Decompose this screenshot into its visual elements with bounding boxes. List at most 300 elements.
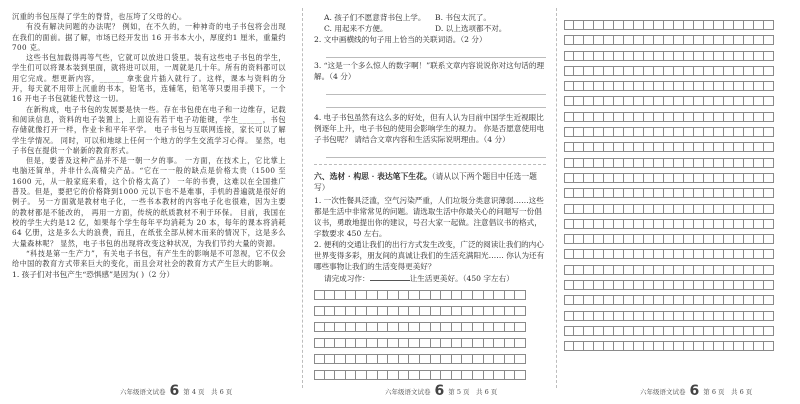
grid-cell[interactable] — [724, 234, 734, 244]
grid-cell[interactable] — [684, 20, 694, 30]
grid-cell[interactable] — [714, 51, 724, 61]
grid-cell[interactable] — [356, 306, 367, 316]
grid-cell[interactable] — [674, 249, 684, 259]
grid-cell[interactable] — [724, 280, 734, 290]
grid-cell[interactable] — [754, 81, 764, 91]
grid-cell[interactable] — [574, 81, 584, 91]
grid-cell[interactable] — [356, 290, 367, 300]
grid-cell[interactable] — [754, 219, 764, 229]
grid-cell[interactable] — [634, 20, 644, 30]
grid-cell[interactable] — [584, 81, 594, 91]
grid-cell[interactable] — [744, 234, 754, 244]
grid-cell[interactable] — [584, 51, 594, 61]
grid-cell[interactable] — [473, 370, 484, 380]
grid-cell[interactable] — [694, 142, 704, 152]
grid-cell[interactable] — [734, 311, 744, 321]
grid-cell[interactable] — [624, 142, 634, 152]
grid-cell[interactable] — [714, 127, 724, 137]
grid-cell[interactable] — [624, 158, 634, 168]
grid-cell[interactable] — [704, 66, 714, 76]
grid-cell[interactable] — [664, 265, 674, 275]
grid-cell[interactable] — [584, 234, 594, 244]
grid-cell[interactable] — [754, 326, 764, 336]
grid-cell[interactable] — [694, 112, 704, 122]
grid-cell[interactable] — [614, 341, 624, 351]
grid-cell[interactable] — [604, 20, 614, 30]
grid-cell[interactable] — [564, 96, 574, 106]
grid-cell[interactable] — [654, 234, 664, 244]
grid-cell[interactable] — [744, 265, 754, 275]
grid-cell[interactable] — [314, 354, 325, 364]
grid-cell[interactable] — [644, 204, 654, 214]
grid-cell[interactable] — [684, 96, 694, 106]
grid-cell[interactable] — [388, 354, 399, 364]
grid-cell[interactable] — [452, 354, 463, 364]
grid-cell[interactable] — [714, 265, 724, 275]
grid-cell[interactable] — [744, 158, 754, 168]
grid-cell[interactable] — [634, 234, 644, 244]
grid-cell[interactable] — [356, 322, 367, 332]
grid-cell[interactable] — [624, 265, 634, 275]
grid-cell[interactable] — [714, 249, 724, 259]
grid-cell[interactable] — [684, 66, 694, 76]
grid-cell[interactable] — [634, 158, 644, 168]
grid-cell[interactable] — [754, 20, 764, 30]
grid-cell[interactable] — [664, 142, 674, 152]
grid-cell[interactable] — [754, 173, 764, 183]
grid-cell[interactable] — [674, 280, 684, 290]
grid-cell[interactable] — [574, 326, 584, 336]
grid-cell[interactable] — [674, 112, 684, 122]
grid-cell[interactable] — [604, 326, 614, 336]
grid-cell[interactable] — [744, 112, 754, 122]
grid-cell[interactable] — [704, 311, 714, 321]
grid-cell[interactable] — [644, 81, 654, 91]
grid-cell[interactable] — [325, 370, 336, 380]
grid-cell[interactable] — [674, 204, 684, 214]
grid-cell[interactable] — [754, 66, 764, 76]
grid-cell[interactable] — [505, 306, 516, 316]
grid-cell[interactable] — [574, 142, 584, 152]
grid-cell[interactable] — [604, 219, 614, 229]
grid-cell[interactable] — [694, 280, 704, 290]
grid-cell[interactable] — [399, 370, 410, 380]
grid-cell[interactable] — [614, 188, 624, 198]
grid-cell[interactable] — [346, 338, 357, 348]
grid-cell[interactable] — [764, 81, 774, 91]
grid-cell[interactable] — [494, 322, 505, 332]
grid-cell[interactable] — [674, 326, 684, 336]
grid-cell[interactable] — [367, 370, 378, 380]
grid-cell[interactable] — [634, 295, 644, 305]
grid-cell[interactable] — [764, 66, 774, 76]
grid-cell[interactable] — [634, 326, 644, 336]
grid-cell[interactable] — [644, 112, 654, 122]
grid-cell[interactable] — [664, 311, 674, 321]
grid-cell[interactable] — [584, 142, 594, 152]
grid-cell[interactable] — [764, 249, 774, 259]
grid-cell[interactable] — [604, 51, 614, 61]
grid-cell[interactable] — [744, 35, 754, 45]
grid-cell[interactable] — [594, 311, 604, 321]
grid-cell[interactable] — [684, 35, 694, 45]
grid-cell[interactable] — [704, 204, 714, 214]
grid-cell[interactable] — [684, 142, 694, 152]
grid-cell[interactable] — [654, 112, 664, 122]
grid-cell[interactable] — [335, 322, 346, 332]
grid-cell[interactable] — [624, 234, 634, 244]
grid-cell[interactable] — [654, 265, 664, 275]
grid-cell[interactable] — [367, 322, 378, 332]
grid-cell[interactable] — [684, 81, 694, 91]
grid-cell[interactable] — [704, 295, 714, 305]
grid-cell[interactable] — [574, 249, 584, 259]
grid-cell[interactable] — [584, 341, 594, 351]
grid-cell[interactable] — [574, 20, 584, 30]
grid-cell[interactable] — [367, 290, 378, 300]
grid-cell[interactable] — [505, 290, 516, 300]
grid-cell[interactable] — [441, 354, 452, 364]
grid-cell[interactable] — [624, 295, 634, 305]
grid-cell[interactable] — [614, 311, 624, 321]
grid-cell[interactable] — [325, 306, 336, 316]
grid-cell[interactable] — [654, 173, 664, 183]
grid-cell[interactable] — [441, 370, 452, 380]
grid-cell[interactable] — [431, 354, 442, 364]
grid-cell[interactable] — [584, 295, 594, 305]
grid-cell[interactable] — [314, 370, 325, 380]
grid-cell[interactable] — [634, 249, 644, 259]
grid-cell[interactable] — [674, 81, 684, 91]
grid-cell[interactable] — [664, 51, 674, 61]
grid-cell[interactable] — [764, 35, 774, 45]
grid-cell[interactable] — [694, 249, 704, 259]
grid-cell[interactable] — [644, 96, 654, 106]
grid-cell[interactable] — [744, 20, 754, 30]
grid-cell[interactable] — [367, 338, 378, 348]
grid-cell[interactable] — [654, 311, 664, 321]
grid-cell[interactable] — [594, 173, 604, 183]
grid-cell[interactable] — [704, 173, 714, 183]
grid-cell[interactable] — [734, 295, 744, 305]
grid-cell[interactable] — [634, 219, 644, 229]
grid-cell[interactable] — [564, 326, 574, 336]
grid-cell[interactable] — [574, 96, 584, 106]
grid-cell[interactable] — [664, 295, 674, 305]
grid-cell[interactable] — [574, 234, 584, 244]
grid-cell[interactable] — [764, 96, 774, 106]
grid-cell[interactable] — [764, 295, 774, 305]
grid-cell[interactable] — [624, 173, 634, 183]
grid-cell[interactable] — [494, 354, 505, 364]
grid-cell[interactable] — [694, 204, 704, 214]
grid-cell[interactable] — [604, 158, 614, 168]
grid-cell[interactable] — [614, 265, 624, 275]
grid-cell[interactable] — [654, 204, 664, 214]
grid-cell[interactable] — [574, 280, 584, 290]
grid-cell[interactable] — [441, 322, 452, 332]
grid-cell[interactable] — [664, 219, 674, 229]
grid-cell[interactable] — [654, 158, 664, 168]
answer-line[interactable] — [326, 97, 546, 108]
grid-cell[interactable] — [744, 96, 754, 106]
grid-cell[interactable] — [378, 354, 389, 364]
grid-cell[interactable] — [654, 142, 664, 152]
grid-cell[interactable] — [574, 219, 584, 229]
grid-cell[interactable] — [634, 51, 644, 61]
grid-cell[interactable] — [664, 81, 674, 91]
grid-cell[interactable] — [584, 265, 594, 275]
grid-cell[interactable] — [604, 96, 614, 106]
grid-cell[interactable] — [594, 81, 604, 91]
writing-grid[interactable] — [314, 290, 546, 380]
grid-cell[interactable] — [584, 112, 594, 122]
grid-cell[interactable] — [399, 322, 410, 332]
grid-cell[interactable] — [594, 326, 604, 336]
grid-cell[interactable] — [574, 112, 584, 122]
grid-cell[interactable] — [473, 306, 484, 316]
grid-cell[interactable] — [614, 35, 624, 45]
grid-cell[interactable] — [754, 35, 764, 45]
grid-cell[interactable] — [634, 35, 644, 45]
grid-cell[interactable] — [604, 280, 614, 290]
grid-cell[interactable] — [594, 158, 604, 168]
grid-cell[interactable] — [754, 265, 764, 275]
grid-cell[interactable] — [644, 35, 654, 45]
grid-cell[interactable] — [664, 20, 674, 30]
grid-cell[interactable] — [724, 142, 734, 152]
grid-cell[interactable] — [764, 158, 774, 168]
grid-cell[interactable] — [634, 341, 644, 351]
grid-cell[interactable] — [644, 20, 654, 30]
grid-cell[interactable] — [704, 158, 714, 168]
grid-cell[interactable] — [515, 306, 526, 316]
grid-cell[interactable] — [644, 158, 654, 168]
grid-cell[interactable] — [694, 326, 704, 336]
grid-cell[interactable] — [764, 219, 774, 229]
grid-cell[interactable] — [724, 51, 734, 61]
grid-cell[interactable] — [388, 322, 399, 332]
grid-cell[interactable] — [704, 51, 714, 61]
grid-cell[interactable] — [704, 219, 714, 229]
grid-cell[interactable] — [604, 295, 614, 305]
grid-cell[interactable] — [494, 338, 505, 348]
grid-cell[interactable] — [654, 249, 664, 259]
grid-cell[interactable] — [764, 311, 774, 321]
grid-cell[interactable] — [325, 354, 336, 364]
grid-cell[interactable] — [764, 127, 774, 137]
grid-cell[interactable] — [594, 127, 604, 137]
grid-cell[interactable] — [684, 51, 694, 61]
grid-cell[interactable] — [634, 112, 644, 122]
grid-cell[interactable] — [644, 51, 654, 61]
grid-cell[interactable] — [564, 173, 574, 183]
grid-cell[interactable] — [604, 188, 614, 198]
grid-cell[interactable] — [409, 290, 420, 300]
grid-cell[interactable] — [714, 188, 724, 198]
grid-cell[interactable] — [684, 219, 694, 229]
grid-cell[interactable] — [754, 234, 764, 244]
grid-cell[interactable] — [420, 338, 431, 348]
grid-cell[interactable] — [704, 35, 714, 45]
grid-cell[interactable] — [634, 127, 644, 137]
grid-cell[interactable] — [644, 295, 654, 305]
grid-cell[interactable] — [584, 280, 594, 290]
grid-cell[interactable] — [564, 280, 574, 290]
grid-cell[interactable] — [564, 127, 574, 137]
grid-cell[interactable] — [664, 249, 674, 259]
grid-cell[interactable] — [574, 311, 584, 321]
grid-cell[interactable] — [584, 311, 594, 321]
grid-cell[interactable] — [754, 188, 764, 198]
grid-cell[interactable] — [704, 234, 714, 244]
grid-cell[interactable] — [574, 265, 584, 275]
grid-cell[interactable] — [505, 322, 516, 332]
grid-cell[interactable] — [634, 96, 644, 106]
grid-cell[interactable] — [694, 35, 704, 45]
grid-cell[interactable] — [346, 322, 357, 332]
grid-cell[interactable] — [714, 234, 724, 244]
grid-cell[interactable] — [674, 234, 684, 244]
grid-cell[interactable] — [564, 249, 574, 259]
grid-cell[interactable] — [654, 188, 664, 198]
grid-cell[interactable] — [604, 249, 614, 259]
grid-cell[interactable] — [724, 311, 734, 321]
grid-cell[interactable] — [704, 81, 714, 91]
grid-cell[interactable] — [654, 96, 664, 106]
grid-cell[interactable] — [564, 35, 574, 45]
grid-cell[interactable] — [714, 280, 724, 290]
grid-cell[interactable] — [714, 20, 724, 30]
grid-cell[interactable] — [594, 249, 604, 259]
grid-cell[interactable] — [564, 158, 574, 168]
grid-cell[interactable] — [764, 326, 774, 336]
grid-cell[interactable] — [764, 51, 774, 61]
grid-cell[interactable] — [674, 158, 684, 168]
grid-cell[interactable] — [734, 66, 744, 76]
grid-cell[interactable] — [634, 142, 644, 152]
grid-cell[interactable] — [764, 112, 774, 122]
grid-cell[interactable] — [654, 326, 664, 336]
grid-cell[interactable] — [624, 326, 634, 336]
grid-cell[interactable] — [684, 341, 694, 351]
grid-cell[interactable] — [734, 81, 744, 91]
grid-cell[interactable] — [744, 204, 754, 214]
grid-cell[interactable] — [624, 188, 634, 198]
grid-cell[interactable] — [594, 142, 604, 152]
grid-cell[interactable] — [684, 127, 694, 137]
grid-cell[interactable] — [654, 280, 664, 290]
grid-cell[interactable] — [420, 322, 431, 332]
grid-cell[interactable] — [634, 204, 644, 214]
grid-cell[interactable] — [714, 158, 724, 168]
grid-cell[interactable] — [335, 290, 346, 300]
grid-cell[interactable] — [714, 112, 724, 122]
grid-cell[interactable] — [399, 338, 410, 348]
grid-cell[interactable] — [505, 370, 516, 380]
grid-cell[interactable] — [624, 127, 634, 137]
grid-cell[interactable] — [409, 306, 420, 316]
grid-cell[interactable] — [399, 354, 410, 364]
grid-cell[interactable] — [367, 354, 378, 364]
grid-cell[interactable] — [644, 341, 654, 351]
grid-cell[interactable] — [694, 20, 704, 30]
grid-cell[interactable] — [431, 370, 442, 380]
grid-cell[interactable] — [744, 326, 754, 336]
grid-cell[interactable] — [614, 234, 624, 244]
grid-cell[interactable] — [614, 81, 624, 91]
grid-cell[interactable] — [744, 219, 754, 229]
answer-line[interactable] — [326, 47, 546, 58]
grid-cell[interactable] — [694, 341, 704, 351]
grid-cell[interactable] — [764, 142, 774, 152]
grid-cell[interactable] — [378, 290, 389, 300]
grid-cell[interactable] — [564, 66, 574, 76]
grid-cell[interactable] — [674, 142, 684, 152]
grid-cell[interactable] — [664, 326, 674, 336]
grid-cell[interactable] — [604, 265, 614, 275]
grid-cell[interactable] — [584, 326, 594, 336]
grid-cell[interactable] — [754, 249, 764, 259]
grid-cell[interactable] — [452, 306, 463, 316]
grid-cell[interactable] — [574, 158, 584, 168]
grid-cell[interactable] — [644, 280, 654, 290]
grid-cell[interactable] — [378, 306, 389, 316]
grid-cell[interactable] — [574, 204, 584, 214]
grid-cell[interactable] — [409, 354, 420, 364]
title-blank[interactable] — [370, 272, 410, 281]
grid-cell[interactable] — [314, 322, 325, 332]
grid-cell[interactable] — [654, 20, 664, 30]
grid-cell[interactable] — [614, 158, 624, 168]
grid-cell[interactable] — [574, 188, 584, 198]
grid-cell[interactable] — [744, 295, 754, 305]
grid-cell[interactable] — [644, 173, 654, 183]
grid-cell[interactable] — [614, 66, 624, 76]
grid-cell[interactable] — [564, 265, 574, 275]
grid-cell[interactable] — [505, 354, 516, 364]
grid-cell[interactable] — [604, 204, 614, 214]
grid-cell[interactable] — [724, 341, 734, 351]
grid-cell[interactable] — [704, 112, 714, 122]
grid-cell[interactable] — [704, 265, 714, 275]
grid-cell[interactable] — [564, 51, 574, 61]
grid-cell[interactable] — [614, 280, 624, 290]
grid-cell[interactable] — [594, 96, 604, 106]
grid-cell[interactable] — [664, 234, 674, 244]
grid-cell[interactable] — [734, 20, 744, 30]
grid-cell[interactable] — [335, 370, 346, 380]
grid-cell[interactable] — [325, 322, 336, 332]
grid-cell[interactable] — [674, 265, 684, 275]
grid-cell[interactable] — [484, 322, 495, 332]
grid-cell[interactable] — [724, 81, 734, 91]
grid-cell[interactable] — [494, 306, 505, 316]
grid-cell[interactable] — [574, 35, 584, 45]
grid-cell[interactable] — [420, 290, 431, 300]
grid-cell[interactable] — [734, 112, 744, 122]
grid-cell[interactable] — [604, 112, 614, 122]
grid-cell[interactable] — [584, 173, 594, 183]
grid-cell[interactable] — [754, 311, 764, 321]
grid-cell[interactable] — [714, 311, 724, 321]
grid-cell[interactable] — [484, 354, 495, 364]
grid-cell[interactable] — [664, 204, 674, 214]
grid-cell[interactable] — [684, 112, 694, 122]
grid-cell[interactable] — [744, 341, 754, 351]
grid-cell[interactable] — [654, 219, 664, 229]
grid-cell[interactable] — [614, 51, 624, 61]
